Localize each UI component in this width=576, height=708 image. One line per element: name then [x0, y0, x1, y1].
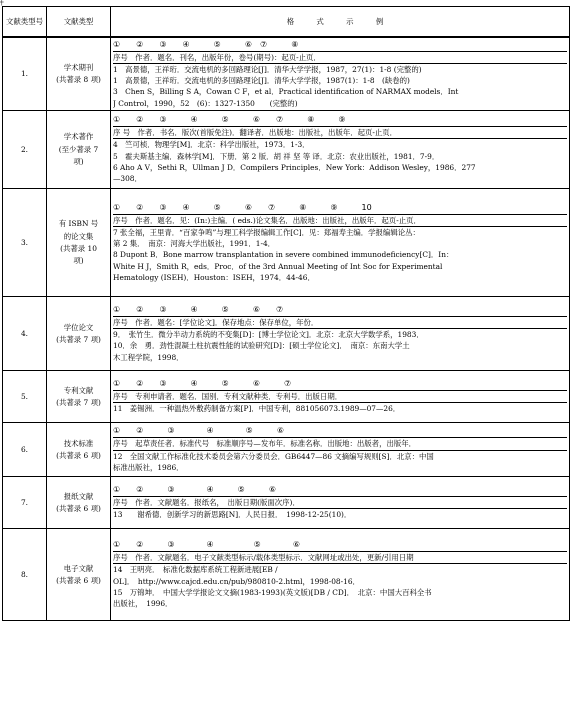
- row-format-example: [111, 528, 570, 620]
- field-number-line: ① ② ③ ④ ⑤ ⑥: [113, 484, 567, 497]
- row-type-number: 6.: [3, 422, 47, 476]
- example-line: 序号 作者．题名．刊名，出版年份，卷号(期号)：起页-止页．: [113, 52, 567, 64]
- row-doc-type: [47, 110, 111, 188]
- table-row: [3, 188, 570, 296]
- row-format-example: [111, 110, 570, 188]
- table-row: [3, 476, 570, 528]
- doc-type-line: 报纸文献: [63, 491, 94, 501]
- row-format-example: [111, 37, 570, 111]
- example-line: —308．: [113, 174, 142, 184]
- example-line: 标准出版社，1986．: [113, 462, 184, 472]
- row-doc-type: [47, 370, 111, 422]
- row-type-number: 4.: [3, 296, 47, 370]
- row-doc-type: [47, 476, 111, 528]
- field-number-line: ① ② ③ ④ ⑤ ⑥ ⑦: [113, 304, 567, 317]
- doc-type-line: (共著录 10: [60, 243, 97, 253]
- row-format-example: [111, 296, 570, 370]
- field-number-line: ① ② ③ ④ ⑤ ⑥ ⑦ ⑧ ⑨: [113, 114, 567, 127]
- example-line: 序号 作者．文献题名．电子文献类型标示/载体类型标示．文献网址或出处，更新/引用日期: [113, 552, 567, 564]
- table-row: [3, 296, 570, 370]
- example-line: 15 万锦坤． 中国大学学报论文文摘(1983-1993)(英文版)[DB / CD]． 北京：中国大百科全书: [113, 587, 432, 597]
- example-line: 9． 张竹生．微分半动力系统的不变集[D]：[博士学位论文]．北京：北京大学数学系，1983．: [113, 330, 424, 339]
- row-type-number: 1.: [3, 37, 47, 111]
- example-line: 12 全国文献工作标准化技术委员会第六分委员会．GB6447—86 文摘编写规则[S]．北京：中国: [113, 451, 434, 461]
- row-type-number: 7.: [3, 476, 47, 528]
- table-row: [3, 422, 570, 476]
- row-format-example: [111, 476, 570, 528]
- field-number-line: ① ② ③ ④ ⑤ ⑥ ⑦: [113, 378, 567, 391]
- table-header-row: [3, 7, 570, 37]
- field-number-line: ① ② ③ ④ ⑤ ⑥ ⑦ ⑧ ⑨ 10: [113, 202, 567, 215]
- doc-type-line: 有 ISBN 号: [58, 219, 99, 229]
- example-line: 10．余 勇．劲性混凝土柱抗震性能的试验研究[D]：[硕士学位论文]． 南京：东南大学土: [113, 341, 410, 351]
- doc-type-line: (共著录 7 项): [56, 334, 101, 344]
- example-line: 序号 作者．题名．见：(In:)主编．( eds.)论文集名．出版地：出版社，出版年．起页-止页．: [113, 215, 567, 227]
- example-line: 序号 作者．题名：[学位论文]．保存地点：保存单位，年份．: [113, 317, 567, 329]
- example-line: 第 2 集． 南京：河海大学出版社，1991．1-4．: [113, 239, 276, 248]
- header-doc-type: 文献类型: [47, 7, 111, 37]
- doc-type-line: 学术期刊: [63, 62, 94, 72]
- header-format-example: 格 式 示 例: [111, 7, 570, 37]
- example-line: 3 Chen S，Billing S A，Cowan C F，et al．Practical identification of NARMAX models．Int: [113, 87, 459, 97]
- example-line: 出版社， 1996．: [113, 599, 173, 609]
- example-line: 13 谢希德．创新学习的新思路[N]．人民日报． 1998-12-25(10)．: [113, 510, 352, 520]
- doc-type-line: (共著录 6 项): [56, 503, 101, 513]
- row-doc-type: [47, 188, 111, 296]
- example-line: 序号 起草责任者．标准代号 标准顺序号—发布年．标准名称．出版地：出版者，出版年．: [113, 438, 567, 450]
- example-line: 5 霍夫斯基主编．森林学[M]．下册．第 2 版．胡 祥 坚 等 译．北京：农业出版社，1981．7-9．: [113, 151, 440, 161]
- doc-type-line: (共著录 6 项): [56, 450, 101, 460]
- example-line: 11 姜锡洲．一种温热外敷药制备方案[P]．中国专利，881056073.1989—07—26．: [113, 404, 401, 414]
- doc-type-line: 项): [73, 256, 84, 265]
- doc-type-line: 专利文献: [63, 385, 94, 395]
- row-doc-type: [47, 37, 111, 111]
- example-line: 4 竺可桢．物理学[M]．北京：科学出版社，1973．1-3．: [113, 140, 310, 150]
- row-format-example: [111, 188, 570, 296]
- row-format-example: [111, 370, 570, 422]
- doc-type-line: 学位论文: [63, 322, 94, 332]
- row-doc-type: [47, 422, 111, 476]
- example-line: Hematology (ISEH)．Houston：ISEH，1974．44-46．: [113, 272, 315, 282]
- row-doc-type: [47, 296, 111, 370]
- example-line: 木工程学院，1998．: [113, 352, 184, 362]
- table-row: [3, 370, 570, 422]
- table-row: [3, 37, 570, 111]
- doc-type-line: 学术著作: [63, 132, 94, 142]
- example-line: 1 高景德，王祥珩．交流电机的多回路理论[J]．清华大学学报，1987(1)：1-8 (缺卷的): [113, 76, 410, 85]
- row-type-number: 5.: [3, 370, 47, 422]
- row-type-number: 8.: [3, 528, 47, 620]
- table-anchor-mark: ┼: [0, 0, 4, 6]
- header-type-number: 文献类型号: [3, 7, 47, 37]
- doc-type-line: (共著录 7 项): [56, 397, 101, 407]
- example-line: 6 Aho A V，Sethi R，Ullman J D．Compilers Principles．New York：Addison Wesley，1986．277: [113, 162, 476, 172]
- row-format-example: [111, 422, 570, 476]
- doc-type-line: 项): [73, 156, 84, 166]
- field-number-line: ① ② ③ ④ ⑤ ⑥ ⑦ ⑧: [113, 39, 567, 52]
- table-row: [3, 110, 570, 188]
- doc-type-line: (至少著录 7: [58, 144, 99, 154]
- doc-type-line: (共著录 6 项): [56, 575, 101, 585]
- doc-type-line: (共著录 8 项): [56, 75, 101, 85]
- row-doc-type: [47, 528, 111, 620]
- example-line: 序号 作者．文献题名．报纸名， 出版日期(版面次序)．: [113, 497, 567, 509]
- doc-type-line: 的论文集: [63, 231, 94, 241]
- example-line: 8 Dupont B．Bone marrow transplantation in severe combined immunodeficiency[C]．In：: [113, 250, 454, 260]
- field-number-line: ① ② ③ ④ ⑤ ⑥: [113, 425, 567, 438]
- doc-type-line: 技术标准: [63, 438, 94, 448]
- example-line: 14 王明亮． 标准化数据库系统工程新进展[EB /: [113, 565, 278, 575]
- row-type-number: 2.: [3, 110, 47, 188]
- example-line: 1 高景德，王祥珩．交流电机的多回路理论[J]．清华大学学报，1987，27(1)：1-8 (完整的): [113, 64, 422, 74]
- table-row: [3, 528, 570, 620]
- example-line: 序号 专利申请者．题名．国别．专利文献种类．专利号．出版日期．: [113, 391, 567, 403]
- example-line: 序 号 作者．书名．版次(首版免注)．翻译者．出版地：出版社，出版年．起页-止页．: [113, 127, 567, 139]
- reference-format-table: [2, 6, 570, 621]
- example-line: 7 张全福，王里青．“百家争鸣”与理工科学报编辑工作[C]．见：郑福寿主编．学报编辑论丛：: [113, 227, 420, 237]
- row-type-number: 3.: [3, 188, 47, 296]
- example-line: White H J，Smith R，eds．Proc．of the 3rd Annual Meeting of Int Soc for Experimental: [113, 261, 443, 271]
- example-line: J Control，1990，52 (6)：1327-1350 (完整的): [113, 98, 298, 108]
- doc-type-line: 电子文献: [63, 563, 94, 573]
- example-line: OL]． http://www.cajcd.edu.cn/pub/980810-2.html，1998-08-16．: [113, 576, 360, 586]
- field-number-line: ① ② ③ ④ ⑤ ⑥: [113, 539, 567, 552]
